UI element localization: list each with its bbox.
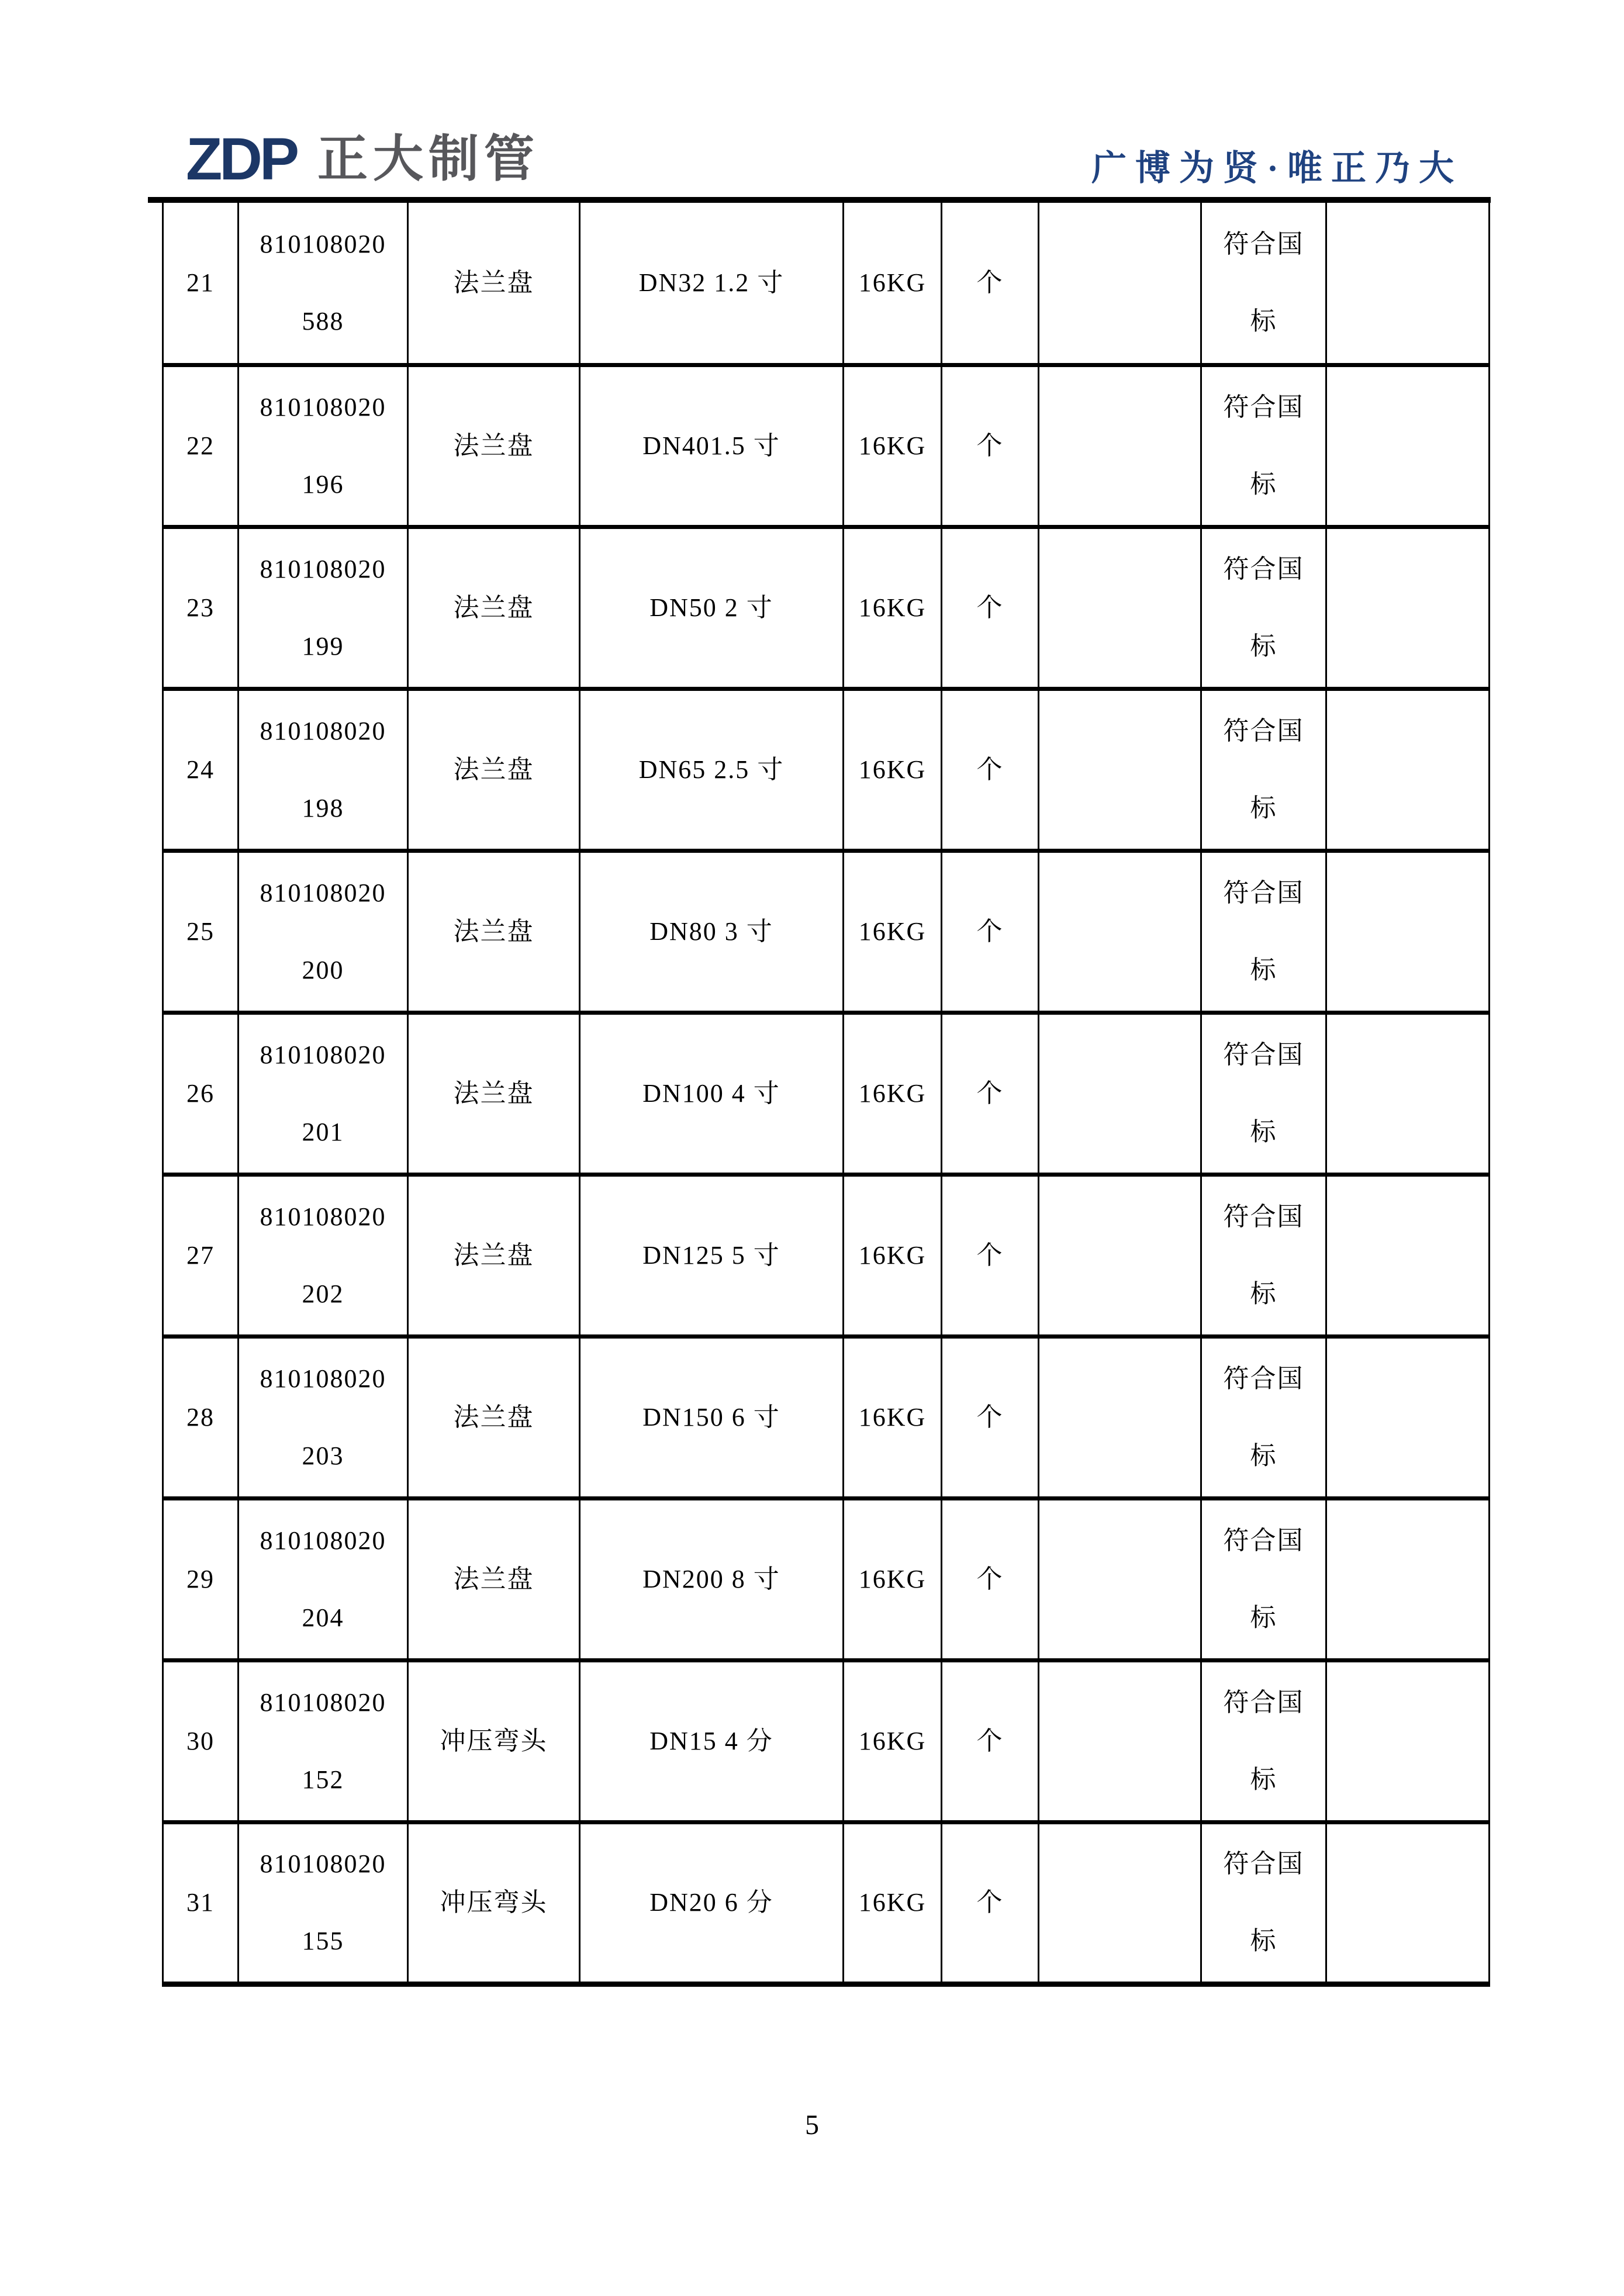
unit-cell: 个 xyxy=(942,850,1039,1012)
row-number-cell: 26 xyxy=(163,1012,239,1174)
products-table xyxy=(162,203,1490,1987)
row-number-cell: 25 xyxy=(163,850,239,1012)
pressure-rating-cell: 16KG xyxy=(844,1498,942,1660)
pressure-rating-cell: 16KG xyxy=(844,689,942,850)
row-number-cell: 23 xyxy=(163,527,239,689)
blank-cell-2 xyxy=(1326,1336,1490,1498)
spec-cell: DN50 2 寸 xyxy=(580,527,844,689)
pressure-rating-cell: 16KG xyxy=(844,850,942,1012)
remark-line2: 标 xyxy=(1250,955,1277,984)
remark-line1: 符合国 xyxy=(1223,1526,1304,1555)
material-code-cell xyxy=(239,365,408,527)
pressure-rating-cell: 16KG xyxy=(844,1174,942,1336)
unit-cell: 个 xyxy=(942,203,1039,365)
row-number-cell: 22 xyxy=(163,365,239,527)
pressure-rating-cell: 16KG xyxy=(844,365,942,527)
blank-cell-1 xyxy=(1039,1336,1201,1498)
product-name-cell: 法兰盘 xyxy=(408,1498,580,1660)
material-code-line1: 810108020 xyxy=(260,878,386,907)
blank-cell-2 xyxy=(1326,1174,1490,1336)
blank-cell-1 xyxy=(1039,527,1201,689)
remark-line2: 标 xyxy=(1250,1279,1277,1308)
row-number-cell: 31 xyxy=(163,1822,239,1984)
product-name-cell: 法兰盘 xyxy=(408,850,580,1012)
pressure-rating-cell: 16KG xyxy=(844,203,942,365)
material-code-line1: 810108020 xyxy=(260,1364,386,1393)
company-slogan: 广博为贤·唯正乃大 xyxy=(1091,149,1463,188)
material-code-line2: 200 xyxy=(302,955,344,984)
remark-line1: 符合国 xyxy=(1223,878,1304,907)
blank-cell-2 xyxy=(1326,1498,1490,1660)
remark-line2: 标 xyxy=(1250,1765,1277,1794)
remark-line2: 标 xyxy=(1250,793,1277,822)
remark-line2: 标 xyxy=(1250,1441,1277,1470)
table-row xyxy=(163,365,1490,527)
spec-cell: DN15 4 分 xyxy=(580,1660,844,1822)
material-code-line1: 810108020 xyxy=(260,1526,386,1555)
spec-cell: DN32 1.2 寸 xyxy=(580,203,844,365)
blank-cell-1 xyxy=(1039,203,1201,365)
blank-cell-2 xyxy=(1326,689,1490,850)
material-code-line1: 810108020 xyxy=(260,554,386,583)
remark-line2: 标 xyxy=(1250,306,1277,336)
material-code-line1: 810108020 xyxy=(260,1202,386,1231)
table-row xyxy=(163,1498,1490,1660)
material-code-cell xyxy=(239,1174,408,1336)
material-code-cell xyxy=(239,1336,408,1498)
pressure-rating-cell: 16KG xyxy=(844,1012,942,1174)
remark-line1: 符合国 xyxy=(1223,554,1304,583)
remark-line1: 符合国 xyxy=(1223,1364,1304,1393)
table-row xyxy=(163,1336,1490,1498)
table-row xyxy=(163,850,1490,1012)
standard-remark-cell xyxy=(1201,1822,1326,1984)
material-code-cell xyxy=(239,689,408,850)
blank-cell-2 xyxy=(1326,203,1490,365)
material-code-line2: 196 xyxy=(302,469,344,499)
remark-line2: 标 xyxy=(1250,1117,1277,1146)
remark-line1: 符合国 xyxy=(1223,1202,1304,1231)
blank-cell-2 xyxy=(1326,1822,1490,1984)
spec-cell: DN80 3 寸 xyxy=(580,850,844,1012)
material-code-line2: 204 xyxy=(302,1603,344,1632)
table-row xyxy=(163,1012,1490,1174)
table-row xyxy=(163,203,1490,365)
remark-line1: 符合国 xyxy=(1223,1688,1304,1717)
standard-remark-cell xyxy=(1201,1498,1326,1660)
row-number-cell: 21 xyxy=(163,203,239,365)
material-code-cell xyxy=(239,1498,408,1660)
standard-remark-cell xyxy=(1201,527,1326,689)
product-name-cell: 法兰盘 xyxy=(408,1012,580,1174)
remark-line1: 符合国 xyxy=(1223,392,1304,421)
product-name-cell: 法兰盘 xyxy=(408,203,580,365)
standard-remark-cell xyxy=(1201,850,1326,1012)
remark-line2: 标 xyxy=(1250,1603,1277,1632)
blank-cell-1 xyxy=(1039,1174,1201,1336)
logo-zdp-mark: ZDP xyxy=(186,126,296,192)
blank-cell-2 xyxy=(1326,850,1490,1012)
spec-cell: DN401.5 寸 xyxy=(580,365,844,527)
product-name-cell: 冲压弯头 xyxy=(408,1660,580,1822)
product-name-cell: 法兰盘 xyxy=(408,689,580,850)
standard-remark-cell xyxy=(1201,1012,1326,1174)
material-code-line1: 810108020 xyxy=(260,392,386,421)
blank-cell-1 xyxy=(1039,1012,1201,1174)
table-row xyxy=(163,1822,1490,1984)
spec-cell: DN20 6 分 xyxy=(580,1822,844,1984)
table-row xyxy=(163,689,1490,850)
pressure-rating-cell: 16KG xyxy=(844,1822,942,1984)
remark-line1: 符合国 xyxy=(1223,229,1304,258)
pressure-rating-cell: 16KG xyxy=(844,1336,942,1498)
product-name-cell: 法兰盘 xyxy=(408,1174,580,1336)
table-row xyxy=(163,1174,1490,1336)
blank-cell-1 xyxy=(1039,689,1201,850)
unit-cell: 个 xyxy=(942,527,1039,689)
material-code-line1: 810108020 xyxy=(260,1040,386,1069)
standard-remark-cell xyxy=(1201,1174,1326,1336)
standard-remark-cell xyxy=(1201,203,1326,365)
product-name-cell: 法兰盘 xyxy=(408,527,580,689)
product-name-cell: 法兰盘 xyxy=(408,1336,580,1498)
row-number-cell: 30 xyxy=(163,1660,239,1822)
material-code-line1: 810108020 xyxy=(260,1849,386,1878)
table-row xyxy=(163,1660,1490,1822)
spec-cell: DN100 4 寸 xyxy=(580,1012,844,1174)
unit-cell: 个 xyxy=(942,365,1039,527)
material-code-line2: 155 xyxy=(302,1927,344,1955)
remark-line1: 符合国 xyxy=(1223,716,1304,745)
spec-cell: DN65 2.5 寸 xyxy=(580,689,844,850)
spec-cell: DN200 8 寸 xyxy=(580,1498,844,1660)
logo-company-name: 正大制管 xyxy=(317,131,540,187)
remark-line2: 标 xyxy=(1250,469,1277,499)
blank-cell-1 xyxy=(1039,1822,1201,1984)
unit-cell: 个 xyxy=(942,1660,1039,1822)
material-code-line2: 152 xyxy=(302,1765,344,1794)
row-number-cell: 24 xyxy=(163,689,239,850)
blank-cell-1 xyxy=(1039,850,1201,1012)
blank-cell-1 xyxy=(1039,1498,1201,1660)
material-code-cell xyxy=(239,203,408,365)
unit-cell: 个 xyxy=(942,1822,1039,1984)
material-code-line2: 588 xyxy=(302,306,344,336)
page-number: 5 xyxy=(805,2110,819,2141)
spec-cell: DN150 6 寸 xyxy=(580,1336,844,1498)
blank-cell-2 xyxy=(1326,1012,1490,1174)
standard-remark-cell xyxy=(1201,689,1326,850)
table-row xyxy=(163,527,1490,689)
unit-cell: 个 xyxy=(942,1012,1039,1174)
blank-cell-1 xyxy=(1039,1660,1201,1822)
row-number-cell: 27 xyxy=(163,1174,239,1336)
remark-line2: 标 xyxy=(1250,631,1277,661)
pressure-rating-cell: 16KG xyxy=(844,1660,942,1822)
material-code-cell xyxy=(239,1822,408,1984)
spec-cell: DN125 5 寸 xyxy=(580,1174,844,1336)
material-code-line1: 810108020 xyxy=(260,1688,386,1717)
material-code-line2: 198 xyxy=(302,793,344,822)
material-code-cell xyxy=(239,527,408,689)
material-code-line2: 199 xyxy=(302,631,344,661)
unit-cell: 个 xyxy=(942,689,1039,850)
unit-cell: 个 xyxy=(942,1336,1039,1498)
material-code-cell xyxy=(239,850,408,1012)
material-code-cell xyxy=(239,1012,408,1174)
header-divider xyxy=(148,197,1491,203)
row-number-cell: 29 xyxy=(163,1498,239,1660)
company-logo xyxy=(186,126,540,192)
row-number-cell: 28 xyxy=(163,1336,239,1498)
remark-line1: 符合国 xyxy=(1223,1849,1304,1878)
material-code-line2: 202 xyxy=(302,1279,344,1308)
blank-cell-2 xyxy=(1326,527,1490,689)
table-body xyxy=(163,203,1490,1984)
standard-remark-cell xyxy=(1201,1336,1326,1498)
material-code-line1: 810108020 xyxy=(260,716,386,745)
blank-cell-2 xyxy=(1326,365,1490,527)
material-code-cell xyxy=(239,1660,408,1822)
standard-remark-cell xyxy=(1201,365,1326,527)
unit-cell: 个 xyxy=(942,1174,1039,1336)
material-code-line1: 810108020 xyxy=(260,229,386,258)
standard-remark-cell xyxy=(1201,1660,1326,1822)
unit-cell: 个 xyxy=(942,1498,1039,1660)
product-name-cell: 法兰盘 xyxy=(408,365,580,527)
blank-cell-2 xyxy=(1326,1660,1490,1822)
product-name-cell: 冲压弯头 xyxy=(408,1822,580,1984)
remark-line1: 符合国 xyxy=(1223,1040,1304,1069)
remark-line2: 标 xyxy=(1250,1927,1277,1955)
pressure-rating-cell: 16KG xyxy=(844,527,942,689)
material-code-line2: 203 xyxy=(302,1441,344,1470)
blank-cell-1 xyxy=(1039,365,1201,527)
material-code-line2: 201 xyxy=(302,1117,344,1146)
